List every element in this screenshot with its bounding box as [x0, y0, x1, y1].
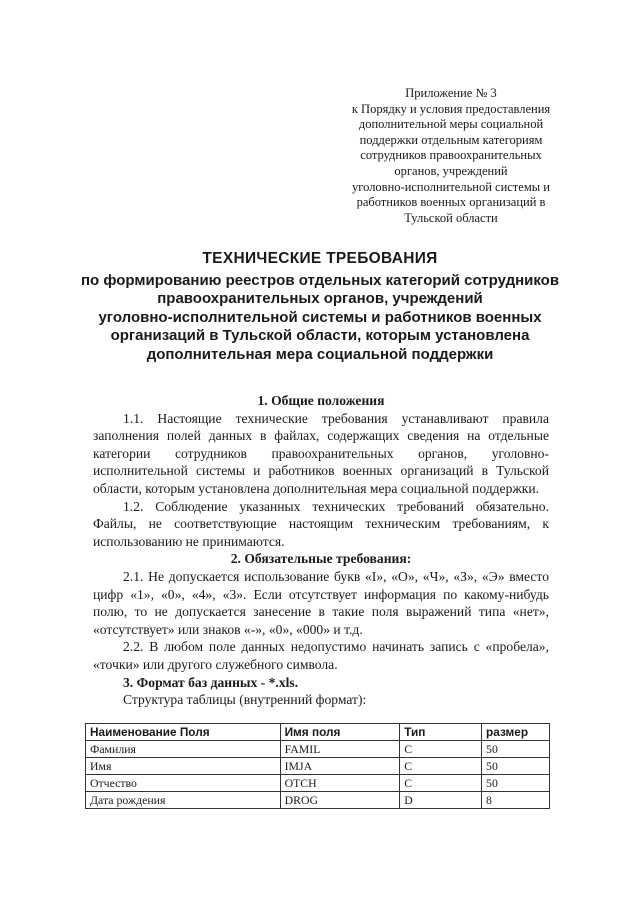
structure-table	[85, 723, 550, 809]
table-row	[86, 741, 550, 758]
header-size: размер	[482, 724, 550, 741]
table-row	[86, 775, 550, 792]
appendix-line: уголовно-исполнительной системы и	[352, 179, 550, 194]
cell-type: C	[400, 758, 482, 775]
appendix-line: сотрудников правоохранительных	[360, 148, 542, 163]
paragraph-1-2: 1.2. Соблюдение указанных технических требований обязательно. Файлы, не соответствующие настоящим техническим требованиям, к использованию не принимаются.	[93, 498, 549, 549]
section-1-heading: 1. Общие положения	[257, 393, 385, 408]
paragraph-2-1: 2.1. Не допускается использование букв «I», «O», «Ч», «З», «Э» вместо цифр «1», «0», «4», «3». Если отсутствует информация по какому-нибудь полю, то не допускается занесение в такие поля выражений типа «нет», «отсутствует» или знаков «-», «0», «000» и т.д.	[93, 568, 549, 637]
title-main: ТЕХНИЧЕСКИЕ ТРЕБОВАНИЯ	[202, 250, 438, 267]
title-line: уголовно-исполнительной системы и работников военных	[98, 308, 542, 326]
table-row	[86, 792, 550, 809]
header-field-name: Наименование Поля	[86, 724, 281, 741]
appendix-line: работников военных организаций в	[356, 195, 546, 210]
title-line: по формированию реестров отдельных категорий сотрудников	[80, 271, 560, 289]
cell-size: 50	[482, 741, 550, 758]
cell-field-name: Дата рождения	[86, 792, 281, 809]
cell-type: C	[400, 775, 482, 792]
header-field-id: Имя поля	[280, 724, 400, 741]
appendix-line: дополнительной меры социальной	[358, 117, 544, 132]
section-3-heading: 3. Формат баз данных - *.xls.	[123, 674, 299, 690]
paragraph-2-2: 2.2. В любом поле данных недопустимо начинать запись с «пробела», «точки» или другого служебного символа.	[93, 639, 549, 672]
appendix-line: органов, учреждений	[394, 163, 508, 178]
title-line: правоохранительных органов, учреждений	[157, 290, 483, 308]
cell-field-name: Фамилия	[86, 741, 281, 758]
cell-field-name: Имя	[86, 758, 281, 775]
section-2-heading: 2. Обязательные требования:	[230, 551, 412, 567]
cell-size: 8	[482, 792, 550, 809]
appendix-note	[330, 86, 572, 226]
document-body	[93, 392, 549, 709]
document-title	[60, 250, 580, 365]
table-caption: Структура таблицы (внутренний формат):	[123, 692, 367, 708]
cell-type: C	[400, 741, 482, 758]
cell-field-id: IMJA	[280, 758, 400, 775]
cell-field-id: OTCH	[280, 775, 400, 792]
appendix-line: Приложение № 3	[405, 86, 497, 100]
cell-size: 50	[482, 775, 550, 792]
header-type: Тип	[400, 724, 482, 741]
cell-size: 50	[482, 758, 550, 775]
title-line: дополнительная мера социальной поддержки	[146, 345, 494, 363]
table-header-row	[86, 724, 550, 741]
appendix-line: поддержки отдельным категориям	[359, 132, 543, 147]
appendix-line: Тульской области	[404, 210, 498, 225]
cell-type: D	[400, 792, 482, 809]
cell-field-id: FAMIL	[280, 741, 400, 758]
paragraph-1-1: 1.1. Настоящие технические требования устанавливают правила заполнения полей данных в файлах, содержащих сведения на отдельные категории сотрудников правоохранительных органов, уголовно-исполнительной системы и работников военных организаций в Тульской области, которым установлена дополнительная мера социальной поддержки.	[93, 410, 549, 496]
cell-field-id: DROG	[280, 792, 400, 809]
title-line: организаций в Тульской области, которым установлена	[110, 327, 530, 345]
table-row	[86, 758, 550, 775]
cell-field-name: Отчество	[86, 775, 281, 792]
appendix-line: к Порядку и условия предоставления	[351, 101, 551, 116]
